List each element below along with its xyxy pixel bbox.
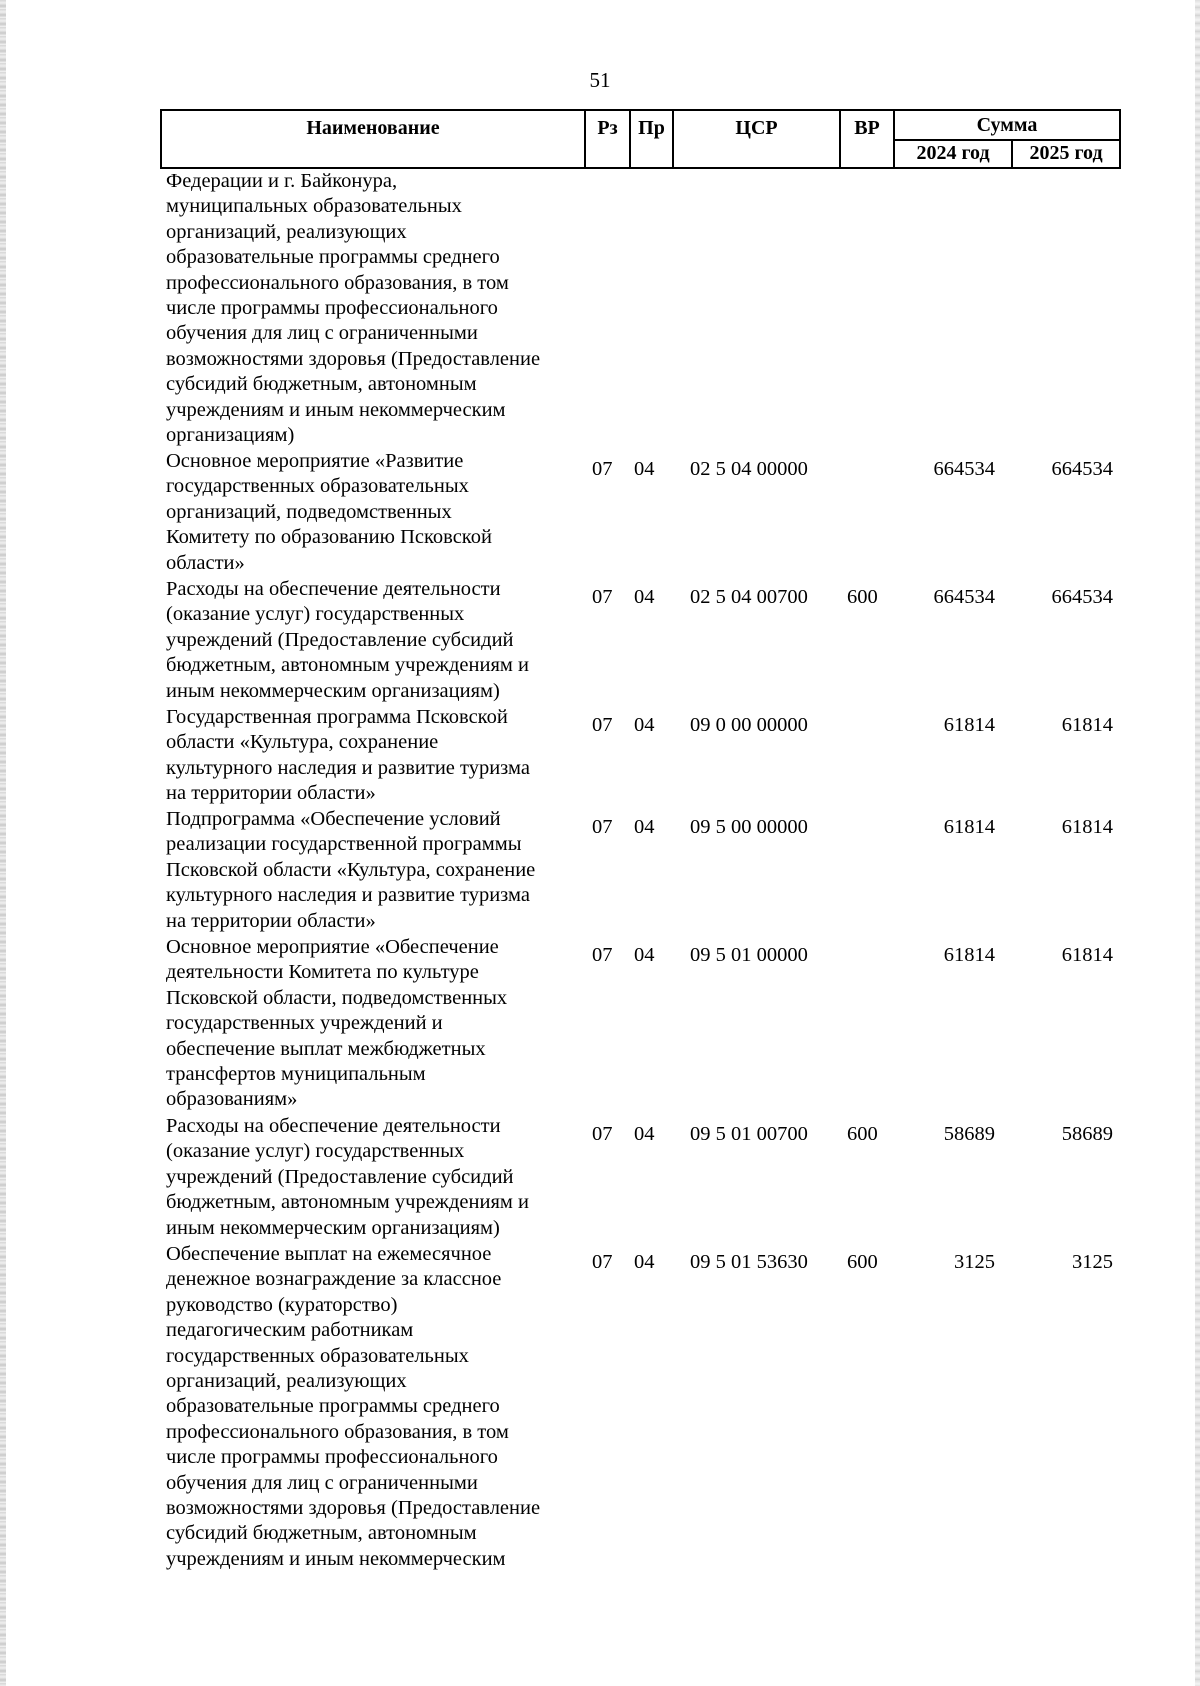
header-vr-cell — [841, 111, 893, 167]
header-rz-cell — [586, 111, 629, 167]
row-sum-2024: 664534 — [933, 586, 995, 608]
header-sum-cell — [895, 111, 1119, 139]
table-header — [160, 109, 1121, 169]
table-row — [0, 1114, 1200, 1242]
row-rz: 07 — [592, 1123, 613, 1145]
row-sum-2025: 664534 — [1051, 458, 1113, 480]
row-name: Обеспечение выплат на ежемесячное денежное вознаграждение за классное руководство (кураторство) педагогическим работникам государственных образовательных организаций, реализующих образовательные программы среднего профессионального образования, в том числе программы профессионального обучения для лиц с ограниченными возможностями здоровья (Предоставление субсидий бюджетным, автономным учреждениям и иным некоммерческим — [166, 1243, 541, 1570]
header-year2-cell — [1013, 141, 1119, 169]
table-row — [0, 807, 1200, 935]
row-sum-2024: 61814 — [943, 944, 995, 966]
row-sum-2024: 58689 — [943, 1123, 995, 1145]
row-name: Расходы на обеспечение деятельности (оказание услуг) государственных учреждений (Предоставление субсидий бюджетным, автономным учреждениям и иным некоммерческим организациям) — [166, 578, 529, 702]
header-rz: Рз — [597, 117, 618, 139]
row-vr: 600 — [847, 586, 878, 608]
header-year2: 2025 год — [1029, 142, 1103, 164]
table-body — [0, 169, 1200, 1577]
row-sum-2024: 61814 — [943, 816, 995, 838]
row-vr: 600 — [847, 1123, 878, 1145]
page-number: 51 — [589, 68, 611, 92]
row-csr: 09 5 00 00000 — [690, 816, 808, 838]
row-pr: 04 — [634, 458, 655, 480]
row-pr: 04 — [634, 1251, 655, 1273]
header-vr: ВР — [854, 117, 880, 139]
row-csr: 02 5 04 00000 — [690, 458, 808, 480]
row-sum-2025: 3125 — [1072, 1251, 1113, 1273]
header-csr-cell — [674, 111, 839, 167]
row-sum-2024: 3125 — [954, 1251, 995, 1273]
row-sum-2025: 61814 — [1061, 816, 1113, 838]
table-row — [0, 1242, 1200, 1577]
row-pr: 04 — [634, 816, 655, 838]
row-rz: 07 — [592, 458, 613, 480]
header-pr-cell — [631, 111, 672, 167]
row-name: Государственная программа Псковской области «Культура, сохранение культурного наследия и развитие туризма на территории области» — [166, 706, 530, 805]
table-row — [0, 705, 1200, 807]
row-rz: 07 — [592, 1251, 613, 1273]
row-csr: 09 0 00 00000 — [690, 714, 808, 736]
header-sum: Сумма — [976, 114, 1038, 136]
row-vr: 600 — [847, 1251, 878, 1273]
row-sum-2024: 61814 — [943, 714, 995, 736]
header-year1: 2024 год — [916, 142, 990, 164]
row-sum-2025: 61814 — [1061, 944, 1113, 966]
row-rz: 07 — [592, 586, 613, 608]
table-row — [0, 935, 1200, 1114]
row-pr: 04 — [634, 944, 655, 966]
header-name-cell — [162, 111, 584, 167]
row-name: Основное мероприятие «Обеспечение деятельности Комитета по культуре Псковской области, подведомственных государственных учреждений и обеспечение выплат межбюджетных трансфертов муниципальным образованиям» — [166, 936, 508, 1111]
table-row — [0, 577, 1200, 705]
row-csr: 02 5 04 00700 — [690, 586, 808, 608]
row-sum-2025: 58689 — [1061, 1123, 1113, 1145]
header-name: Наименование — [306, 117, 440, 139]
header-year1-cell — [895, 141, 1011, 169]
row-csr: 09 5 01 53630 — [690, 1251, 808, 1273]
row-sum-2025: 61814 — [1061, 714, 1113, 736]
row-name: Подпрограмма «Обеспечение условий реализации государственной программы Псковской области «Культура, сохранение культурного наследия и развитие туризма на территории области» — [166, 808, 536, 932]
row-name: Основное мероприятие «Развитие государственных образовательных организаций, подведомственных Комитету по образованию Псковской области» — [166, 450, 492, 574]
row-rz: 07 — [592, 816, 613, 838]
row-csr: 09 5 01 00000 — [690, 944, 808, 966]
row-name: Расходы на обеспечение деятельности (оказание услуг) государственных учреждений (Предоставление субсидий бюджетным, автономным учреждениям и иным некоммерческим организациям) — [166, 1115, 529, 1239]
row-sum-2024: 664534 — [933, 458, 995, 480]
row-csr: 09 5 01 00700 — [690, 1123, 808, 1145]
table-row — [0, 169, 1200, 449]
table-row — [0, 449, 1200, 577]
row-rz: 07 — [592, 714, 613, 736]
header-pr: Пр — [638, 117, 665, 139]
row-name: Федерации и г. Байконура, муниципальных образовательных организаций, реализующих образовательные программы среднего профессионального образования, в том числе программы профессионального обучения для лиц с ограниченными возможностями здоровья (Предоставление субсидий бюджетным, автономным учреждениям и иным некоммерческим организациям) — [166, 170, 541, 447]
row-pr: 04 — [634, 586, 655, 608]
header-csr: ЦСР — [735, 117, 778, 139]
row-pr: 04 — [634, 1123, 655, 1145]
row-rz: 07 — [592, 944, 613, 966]
row-sum-2025: 664534 — [1051, 586, 1113, 608]
row-pr: 04 — [634, 714, 655, 736]
